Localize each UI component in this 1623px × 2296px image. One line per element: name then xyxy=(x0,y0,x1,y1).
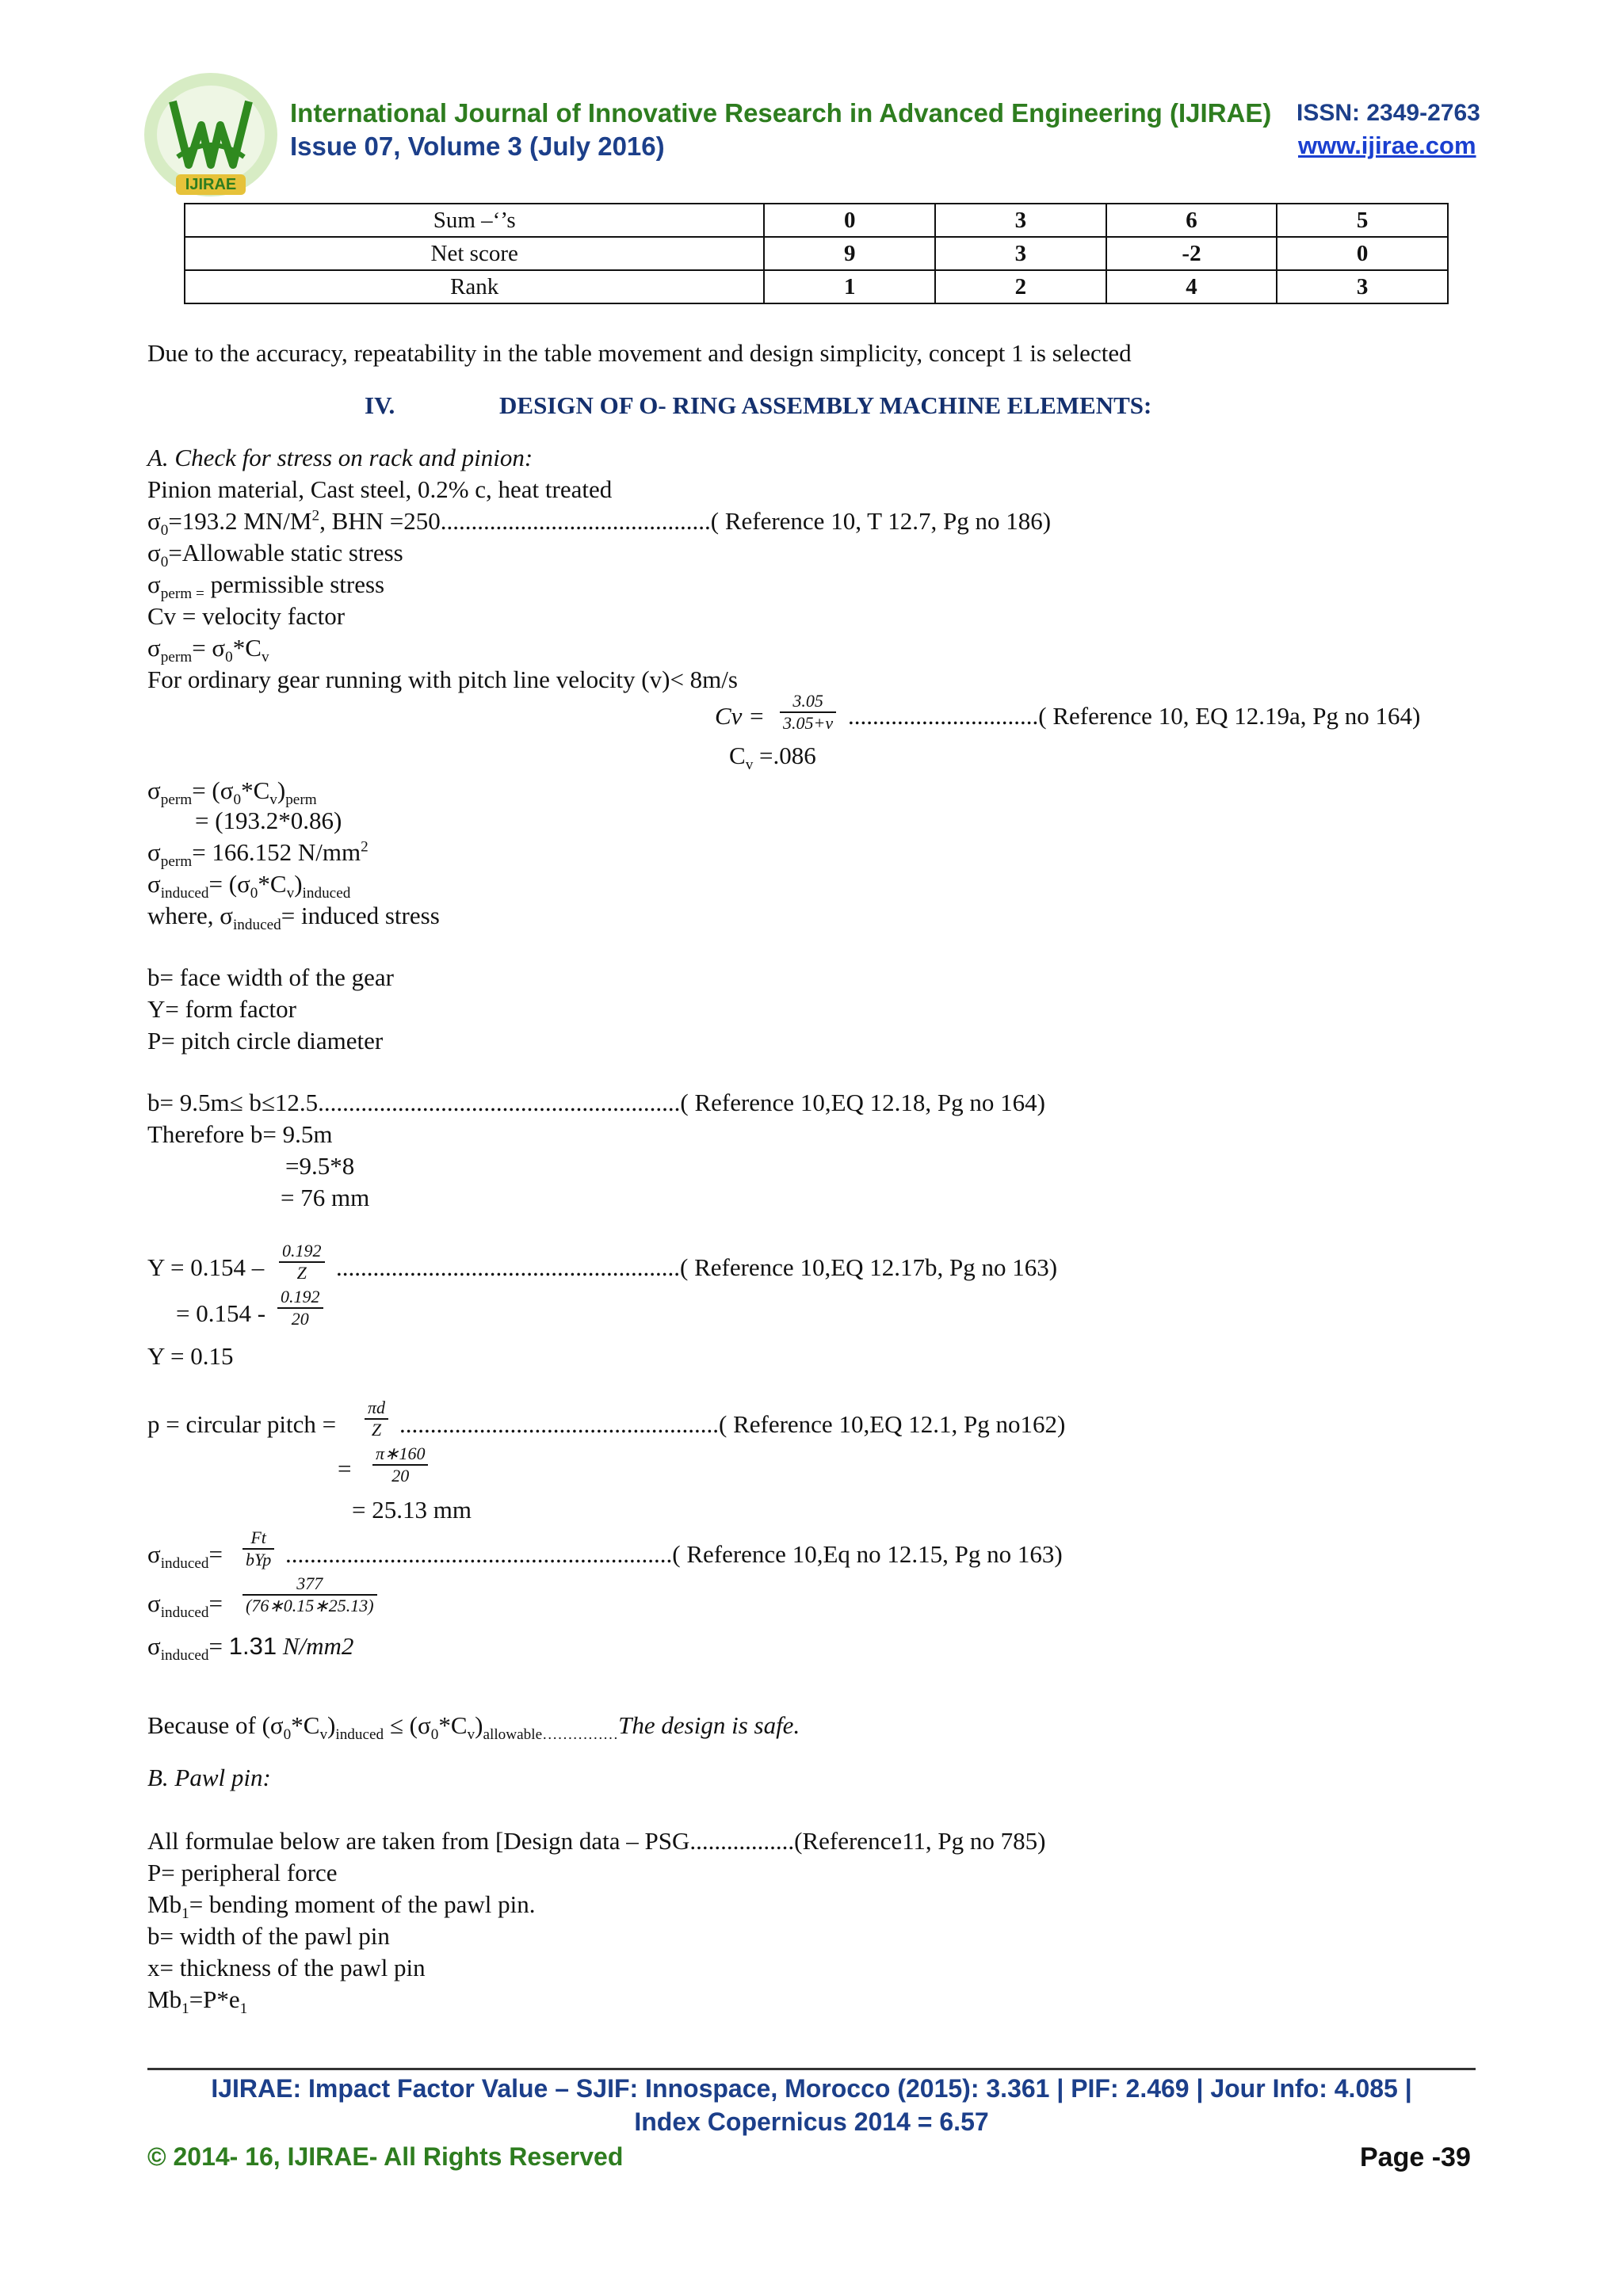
concept-score-table xyxy=(184,203,1449,304)
journal-issn: ISSN: 2349-2763 xyxy=(1296,100,1480,126)
form-factor-calc-fraction: $\frac{0.192}{20}$ xyxy=(277,1287,323,1329)
cv-fraction: $\frac{3.05}{3.05+v}$ xyxy=(780,691,836,734)
face-width-choice: Therefore b= 9.5m xyxy=(147,1120,333,1148)
table-cell-concept-2: 3 xyxy=(935,237,1106,270)
cv-formula-lhs: Cv = xyxy=(715,702,766,730)
table-row-label: Sum –‘’s xyxy=(185,204,764,237)
circular-pitch-calc-eq: = xyxy=(338,1455,352,1482)
table-cell-concept-4: 0 xyxy=(1277,237,1448,270)
journal-website-link[interactable]: www.ijirae.com xyxy=(1298,132,1476,159)
cv-value: $C_v =.086$ xyxy=(729,742,816,774)
table-cell-concept-4: 3 xyxy=(1277,270,1448,303)
sigma-perm-definition: $\sigma_{perm =}$ permissible stress xyxy=(147,570,385,603)
pitch-diameter-definition: P= pitch circle diameter xyxy=(147,1027,384,1055)
table-cell-concept-3: 4 xyxy=(1106,270,1277,303)
circular-pitch-fraction: $\frac{\pi d}{Z}$ xyxy=(365,1398,388,1440)
footer-impact-factor: IJIRAE: Impact Factor Value – SJIF: Innospace, Morocco (2015): 3.361 | PIF: 2.469 | Jour Info: 4.085 | xyxy=(211,2074,1412,2103)
table-cell-concept-2: 2 xyxy=(935,270,1106,303)
form-factor-formula-lhs: Y = 0.154 – xyxy=(147,1253,265,1281)
sigma0-value-line: $\sigma_0=193.2$ $MN/M^2$, BHN =250............................................( Reference 10, T 12.7, Pg no 186) xyxy=(147,507,1052,540)
table-cell-concept-1: 1 xyxy=(764,270,935,303)
bending-moment-definition: $Mb_1=$ bending moment of the pawl pin. xyxy=(147,1890,536,1923)
table-row xyxy=(185,270,1448,303)
table-cell-concept-3: -2 xyxy=(1106,237,1277,270)
section-heading xyxy=(365,391,1151,420)
sigma-induced-fraction: Ft bYp xyxy=(242,1527,274,1570)
table-row-label: Rank xyxy=(185,270,764,303)
form-factor-reference: ........................................................( Reference 10,EQ 12.17b, Pg no 163) xyxy=(336,1253,1058,1281)
footer-index-copernicus: Index Copernicus 2014 = 6.57 xyxy=(634,2107,989,2136)
sigma-induced-calc-fraction: $\frac{377}{(76∗0.15∗25.13)}$ xyxy=(242,1573,377,1616)
formulae-source: All formulae below are taken from [Design data – PSG.................(Reference11, Pg no 785) xyxy=(147,1827,1046,1855)
sigma-induced-result: $\sigma_{induced}= 1.31$ N/mm2 xyxy=(147,1632,354,1665)
form-factor-result: Y = 0.15 xyxy=(147,1342,234,1370)
sigma-perm-expression: $\sigma_{perm}= (\sigma_0*C_v)_{perm}$ xyxy=(147,776,317,809)
pinion-material: Pinion material, Cast steel, 0.2% c, heat treated xyxy=(147,475,613,503)
cv-definition: Cv = velocity factor xyxy=(147,602,346,630)
table-row xyxy=(185,204,1448,237)
form-factor-fraction: $\frac{0.192}{Z}$ xyxy=(279,1241,325,1283)
subsection-b-heading: B. Pawl pin: xyxy=(147,1764,271,1791)
svg-text:IJIRAE: IJIRAE xyxy=(185,176,237,193)
table-cell-concept-4: 5 xyxy=(1277,204,1448,237)
sigma-perm-value: $\sigma_{perm}= 166.152$ $N/mm^2$ xyxy=(147,838,369,871)
journal-issue: Issue 07, Volume 3 (July 2016) xyxy=(290,132,665,161)
sigma-perm-formula: $\sigma_{perm}= \sigma_0*C_v$ xyxy=(147,634,269,666)
section-title: DESIGN OF O- RING ASSEMBLY MACHINE ELEMENTS: xyxy=(499,391,1152,419)
safety-check: Because of $(\sigma_0*C_v)_{induced} \le (\sigma_0*C_v)_{allowable\dots\dots\dots\dots\dots}The$ design is safe. xyxy=(147,1711,800,1744)
subsection-a-heading: A. Check for stress on rack and pinion: xyxy=(147,444,533,471)
sigma-perm-calc: = (193.2*0.86) xyxy=(195,807,342,834)
table-cell-concept-1: 9 xyxy=(764,237,935,270)
bending-moment-formula: $Mb_1=P*e_1$ xyxy=(147,1985,248,2018)
sigma0-definition: $\sigma_0=Allowable$ static stress xyxy=(147,539,403,571)
form-factor-definition: Y= form factor xyxy=(147,995,296,1023)
pawl-width-definition: b= width of the pawl pin xyxy=(147,1922,390,1950)
circular-pitch-lhs: p = circular pitch = xyxy=(147,1410,337,1438)
sigma-induced-calc: $\sigma_{induced}=$ xyxy=(147,1589,223,1622)
table-cell-concept-3: 6 xyxy=(1106,204,1277,237)
sigma-induced-reference: ...............................................................( Reference 10,Eq no 12.15, Pg no 163) xyxy=(285,1540,1063,1568)
sigma-induced-expression: $\sigma_{induced}= (\sigma_0*C_v)_{induced}$ xyxy=(147,870,351,902)
section-number: IV. xyxy=(365,391,395,419)
circular-pitch-result: = 25.13 mm xyxy=(352,1496,472,1524)
table-row-label: Net score xyxy=(185,237,764,270)
table-row xyxy=(185,237,1448,270)
cv-reference: ...............................( Reference 10, EQ 12.19a, Pg no 164) xyxy=(848,702,1421,730)
form-factor-calc-lhs: = 0.154 - xyxy=(176,1299,266,1327)
pawl-thickness-definition: x= thickness of the pawl pin xyxy=(147,1954,426,1981)
sigma-induced-formula: $\sigma_{induced}=$ xyxy=(147,1540,223,1573)
face-width-definition: b= face width of the gear xyxy=(147,963,394,991)
velocity-condition: For ordinary gear running with pitch line velocity (v)< 8m/s xyxy=(147,666,738,693)
sigma-induced-definition: where, $\sigma_{induced}=$ induced stress xyxy=(147,902,440,934)
footer-copyright: © 2014- 16, IJIRAE- All Rights Reserved xyxy=(147,2142,624,2171)
journal-title: International Journal of Innovative Research in Advanced Engineering (IJIRAE) xyxy=(290,98,1272,128)
journal-logo xyxy=(141,70,281,203)
footer-divider xyxy=(147,2068,1476,2070)
peripheral-force-definition: P= peripheral force xyxy=(147,1859,338,1886)
face-width-result: = 76 mm xyxy=(281,1184,370,1211)
face-width-range: b= 9.5m≤ b≤12.5...........................................................( Reference 10,EQ 12.18, Pg no 164) xyxy=(147,1089,1045,1116)
concept-conclusion: Due to the accuracy, repeatability in the table movement and design simplicity, concept 1 is selected xyxy=(147,339,1132,367)
circular-pitch-calc-fraction: $\frac{\pi∗160}{20}$ xyxy=(372,1444,428,1486)
table-cell-concept-1: 0 xyxy=(764,204,935,237)
circular-pitch-reference: ....................................................( Reference 10,EQ 12.1, Pg no162) xyxy=(399,1410,1066,1438)
page-number: Page -39 xyxy=(1360,2142,1471,2172)
face-width-calc: =9.5*8 xyxy=(285,1152,355,1180)
table-cell-concept-2: 3 xyxy=(935,204,1106,237)
